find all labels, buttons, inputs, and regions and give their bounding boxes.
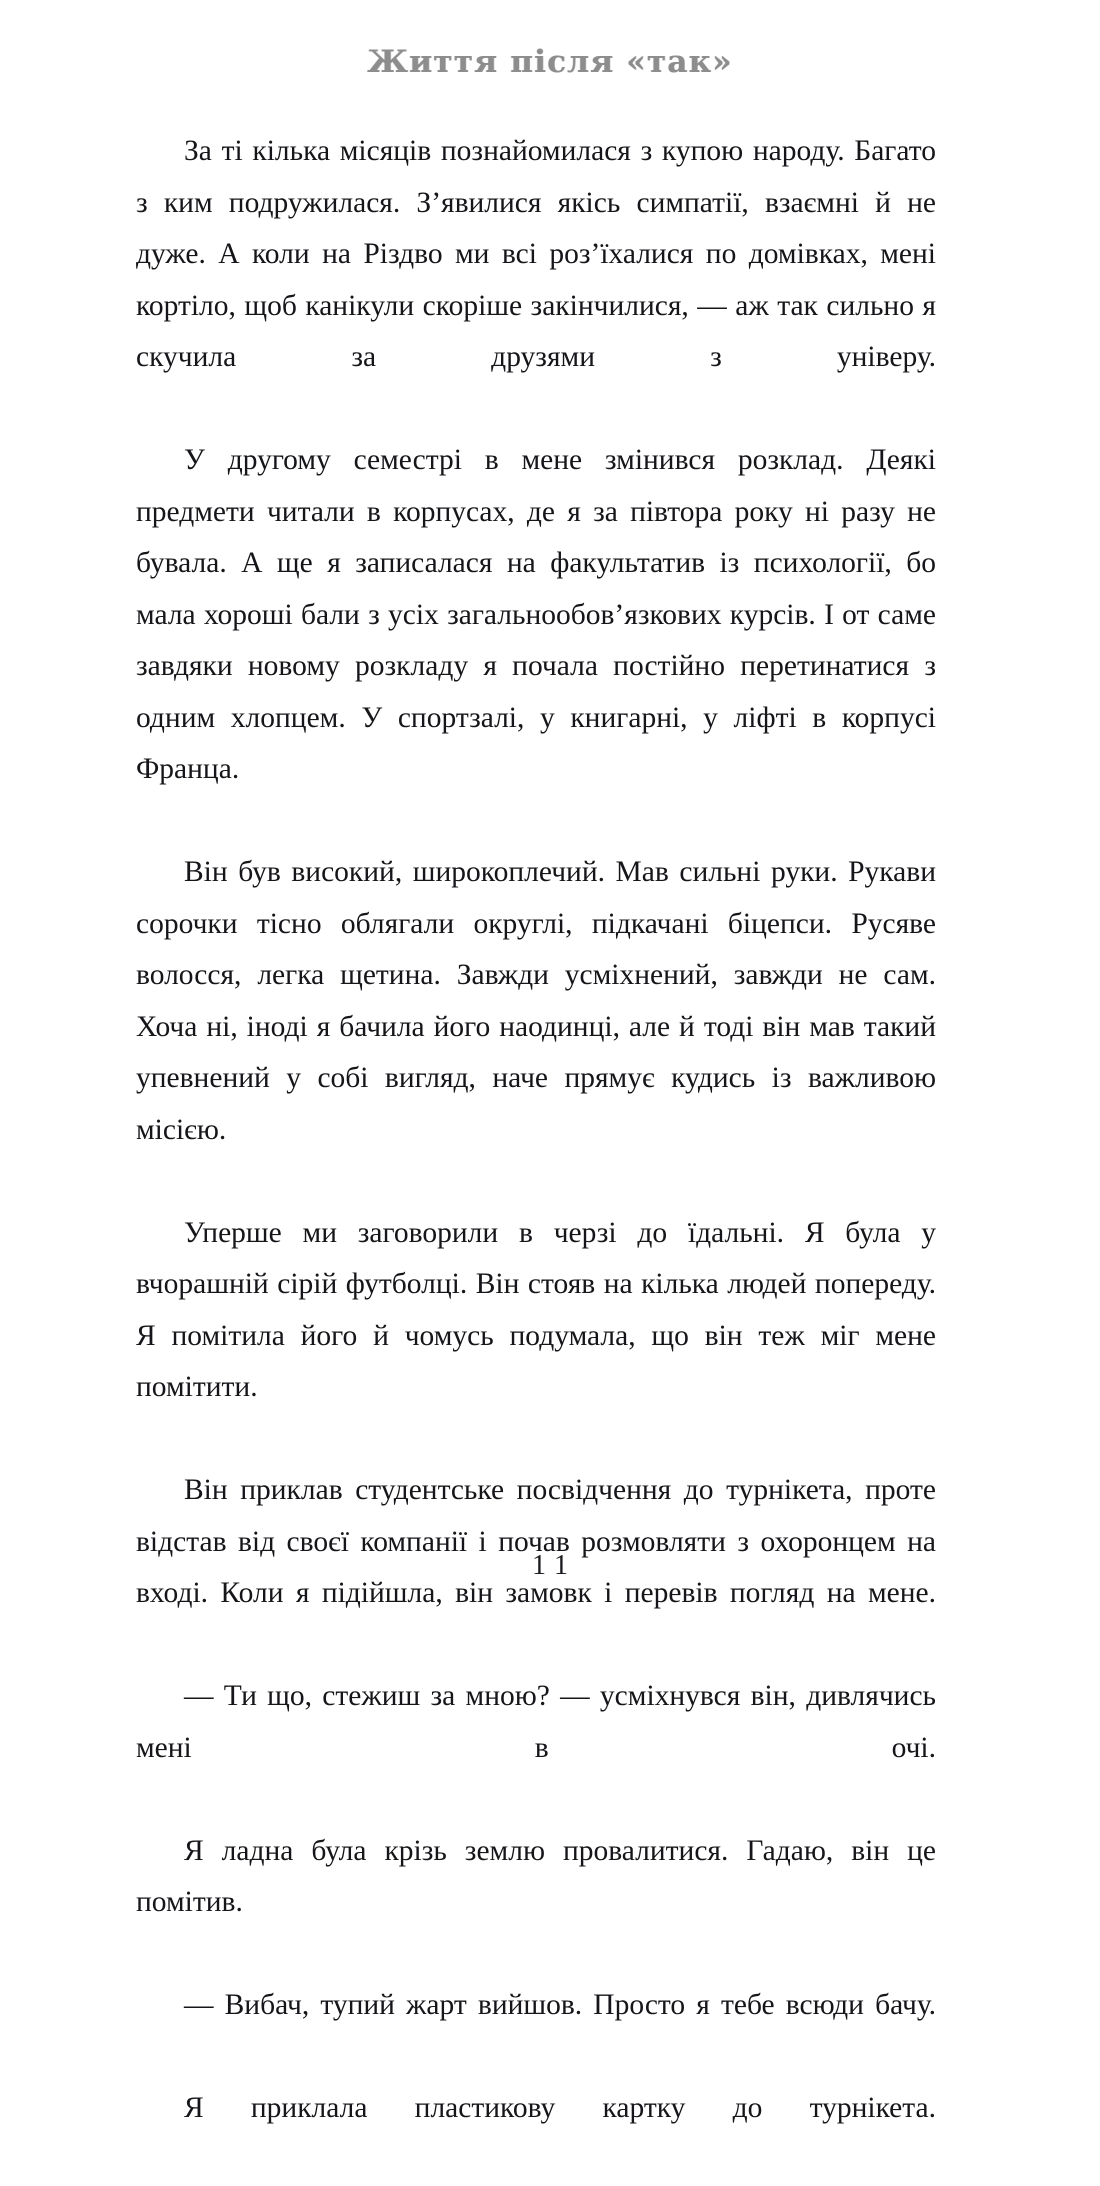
body-text-block [136,126,936,2186]
page-number: 11 [532,1550,577,1581]
paragraph: У другому семестрі в мене змінився розклад. Деякі предмети читали в корпусах, де я за півтора року ні разу не бувала. А ще я записалася на факультатив із психології, бо мала хороші бали з усіх загальнообов’язкових курсів. І от саме завдяки новому розкладу я почала постійно перетинатися з одним хлопцем. У спортзалі, у книгарні, у ліфті в корпусі Франца. [136,444,936,785]
paragraph: Він був високий, широкоплечий. Мав сильні руки. Рукави сорочки тісно облягали округлі, підкачані біцепси. Русяве волосся, легка щетина. Завжди усміхнений, завжди не сам. Хоча ні, іноді я бачила його наодинці, але й тоді він мав такий упевнений у собі вигляд, наче прямує кудись із важливою місією. [136,856,936,1146]
paragraph: Уперше ми заговорили в черзі до їдальні. Я була у вчорашній сірій футболці. Він стояв на кілька людей попереду. Я помітила його й чомусь подумала, що він теж міг мене помітити. [136,1216,936,1403]
paragraph: Я приклала пластикову картку до турнікета. [184,2092,936,2124]
paragraph: За ті кілька місяців познайомилася з купою народу. Багато з ким подружилася. З’явилися якісь симпатії, взаємні й не дуже. А коли на Різдво ми всі роз’їхалися по домівках, мені кортіло, щоб канікули скоріше закінчилися, — аж так сильно я скучила за друзями з універу. [136,135,936,373]
paragraph: Він приклав студентське посвідчення до турнікета, проте відстав від своєї компанії і почав розмовляти з охоронцем на вході. Коли я підійшла, він замовк і перевів погляд на мене. [136,1474,936,1609]
dialogue-paragraph: — Ти що, стежиш за мною? — усміхнувся він, дивлячись мені в очі. [136,1680,936,1764]
paragraph: Я ладна була крізь землю провалитися. Гадаю, він це помітив. [136,1834,936,1918]
running-head: Життя після «так» [367,44,733,80]
dialogue-paragraph: — Вибач, тупий жарт вийшов. Просто я тебе всюди бачу. [184,1989,936,2021]
